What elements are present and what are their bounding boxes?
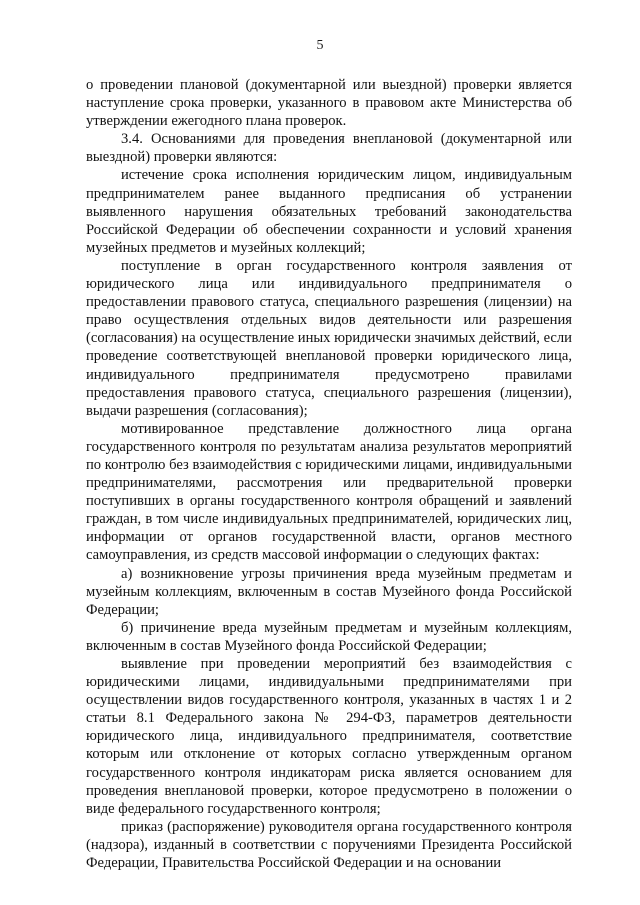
document-body <box>86 76 572 872</box>
paragraph-9: приказ (распоряжение) руководителя органа государственного контроля (надзора), изданный в соответствии с поручениями Президента Российской Федерации, Правительства Российской Федерации и на основании <box>86 818 572 872</box>
paragraph-2: 3.4. Основаниями для проведения внеплановой (документарной или выездной) проверки являются: <box>86 131 572 166</box>
paragraph-3: истечение срока исполнения юридическим лицом, индивидуальным предпринимателем ранее выданного предписания об устранении выявленного нарушения обязательных требований законодательства Российской Федерации об обеспечении сохранности и условий хранения музейных предметов и музейных коллекций; <box>86 167 572 256</box>
paragraph-4: поступление в орган государственного контроля заявления от юридического лица или индивидуального предпринимателя о предоставлении правового статуса, специального разрешения (лицензии) на право осуществления отдельных видов деятельности или разрешения (согласования) на осуществление иных юридически значимых действий, если проведение соответствующей внеплановой проверки юридического лица, индивидуального предпринимателя предусмотрено правилами предоставления правового статуса, специального разрешения (лицензии), выдачи разрешения (согласования); <box>86 257 572 419</box>
paragraph-8: выявление при проведении мероприятий без взаимодействия с юридическими лицами, индивидуальными предпринимателями при осуществлении видов государственного контроля, указанных в частях 1 и 2 статьи 8.1 Федерального закона № 294-ФЗ, параметров деятельности юридического лица, индивидуального предпринимателя, соответствие которым или отклонение от которых согласно утвержденным органом государственного контроля индикаторам риска является основанием для проведения внеплановой проверки, которое предусмотрено в положении о виде федерального государственного контроля; <box>86 656 572 817</box>
paragraph-6: а) возникновение угрозы причинения вреда музейным предметам и музейным коллекциям, включенным в состав Музейного фонда Российской Федерации; <box>86 565 572 618</box>
paragraph-7: б) причинение вреда музейным предметам и музейным коллекциям, включенным в состав Музейного фонда Российской Федерации; <box>86 619 572 654</box>
paragraph-5: мотивированное представление должностного лица органа государственного контроля по результатам анализа результатов мероприятий по контролю без взаимодействия с юридическими лицами, индивидуальными предпринимателями, рассмотрения или предварительной проверки поступивших в органы государственного контроля обращений и заявлений граждан, в том числе индивидуальных предпринимателей, юридических лиц, информации от органов государственной власти, органов местного самоуправления, из средств массовой информации о следующих фактах: <box>86 420 572 564</box>
paragraph-1: о проведении плановой (документарной или выездной) проверки является наступление срока проверки, указанного в правовом акте Министерства об утверждении ежегодного плана проверок. <box>86 77 572 130</box>
page-number: 5 <box>316 38 324 53</box>
